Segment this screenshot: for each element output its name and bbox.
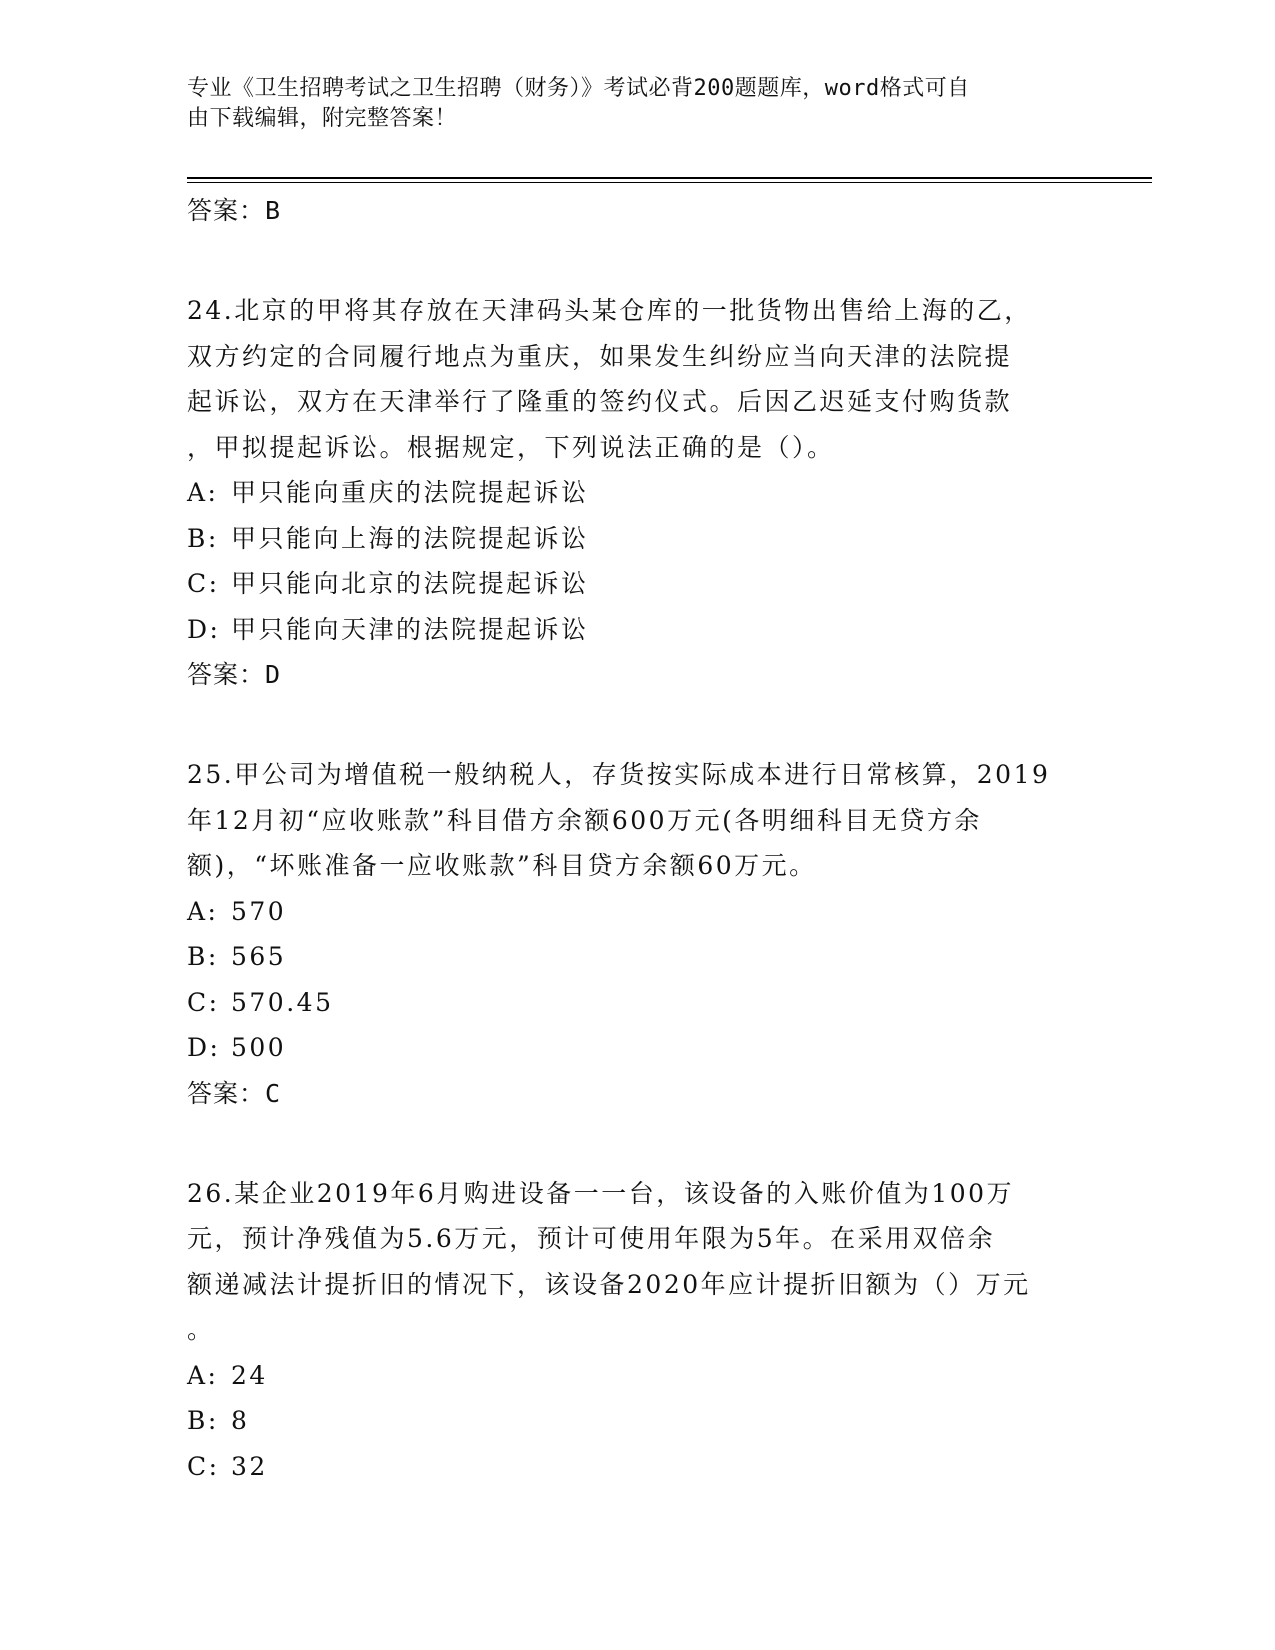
option-d [187, 607, 1077, 653]
question-line: 26.某企业2019年6月购进设备一一台，该设备的入账价值为100万 [187, 1178, 1015, 1208]
question-line: 元，预计净残值为5.6万元，预计可使用年限为5年。在采用双倍余 [187, 1224, 996, 1253]
question-line: 。 [187, 1315, 215, 1344]
option-letter: B: [187, 1406, 219, 1435]
option-text: 32 [231, 1451, 268, 1481]
question-line: 24.北京的甲将其存放在天津码头某仓库的一批货物出售给上海的乙， [187, 296, 1032, 325]
option-letter: A: [187, 896, 219, 926]
option-letter: C: [187, 1451, 220, 1481]
header-line-2: 由下载编辑，附完整答案！ [187, 106, 458, 131]
header-rule-thick [187, 177, 1152, 179]
question-line: 25.甲公司为增值税一般纳税人，存货按实际成本进行日常核算，2019 [187, 760, 1051, 789]
option-text: 570.45 [231, 987, 334, 1017]
question-24 [187, 288, 1077, 697]
option-text: 甲只能向天津的法院提起诉讼 [231, 614, 589, 644]
question-line: ，甲拟提起诉讼。根据规定，下列说法正确的是（）。 [187, 432, 835, 462]
option-text: 565 [231, 942, 287, 971]
option-text: 甲只能向重庆的法院提起诉讼 [231, 478, 589, 507]
question-26-stem [187, 1171, 1077, 1353]
option-c [187, 561, 1077, 607]
option-c [187, 980, 1077, 1026]
answer-25: 答案：C [187, 1078, 282, 1108]
option-letter: A: [187, 478, 219, 507]
option-text: 570 [231, 896, 287, 926]
option-d [187, 1025, 1077, 1071]
document-body [187, 188, 1077, 1489]
option-text: 500 [231, 1033, 287, 1062]
question-line: 额递减法计提折旧的情况下，该设备2020年应计提折旧额为（）万元 [187, 1269, 1031, 1299]
question-line: 双方约定的合同履行地点为重庆，如果发生纠纷应当向天津的法院提 [187, 341, 1013, 371]
option-b [187, 516, 1077, 562]
answer-previous: 答案：B [187, 196, 282, 225]
option-a [187, 470, 1077, 516]
option-letter: C: [187, 569, 220, 598]
option-letter: A: [187, 1360, 219, 1390]
option-letter: B: [187, 523, 219, 553]
option-letter: D: [187, 614, 221, 644]
option-letter: D: [187, 1033, 221, 1062]
option-text: 24 [231, 1360, 268, 1390]
option-text: 8 [231, 1406, 250, 1435]
option-letter: B: [187, 942, 219, 971]
option-a [187, 1353, 1077, 1399]
option-text: 甲只能向北京的法院提起诉讼 [231, 569, 589, 598]
question-line: 年12月初“应收账款”科目借方余额600万元(各明细科目无贷方余 [187, 805, 982, 835]
answer-24: 答案：D [187, 660, 282, 689]
option-text: 甲只能向上海的法院提起诉讼 [231, 523, 589, 553]
spacer [187, 1116, 1077, 1171]
option-a [187, 889, 1077, 935]
header-rule-thin [187, 182, 1152, 183]
option-b [187, 1398, 1077, 1444]
option-c [187, 1444, 1077, 1490]
spacer [187, 233, 1077, 288]
header-line-1: 专业《卫生招聘考试之卫生招聘（财务）》考试必背200题题库，word格式可自 [187, 76, 970, 101]
question-25-stem [187, 752, 1077, 889]
spacer [187, 697, 1077, 752]
question-25 [187, 752, 1077, 1116]
question-line: 起诉讼，双方在天津举行了隆重的签约仪式。后因乙迟延支付购货款 [187, 387, 1013, 416]
question-line: 额)，“坏账准备一应收账款”科目贷方余额60万元。 [187, 851, 817, 880]
question-24-stem [187, 288, 1077, 470]
option-b [187, 934, 1077, 980]
question-26 [187, 1171, 1077, 1490]
option-letter: C: [187, 987, 220, 1017]
document-header [187, 74, 1067, 134]
